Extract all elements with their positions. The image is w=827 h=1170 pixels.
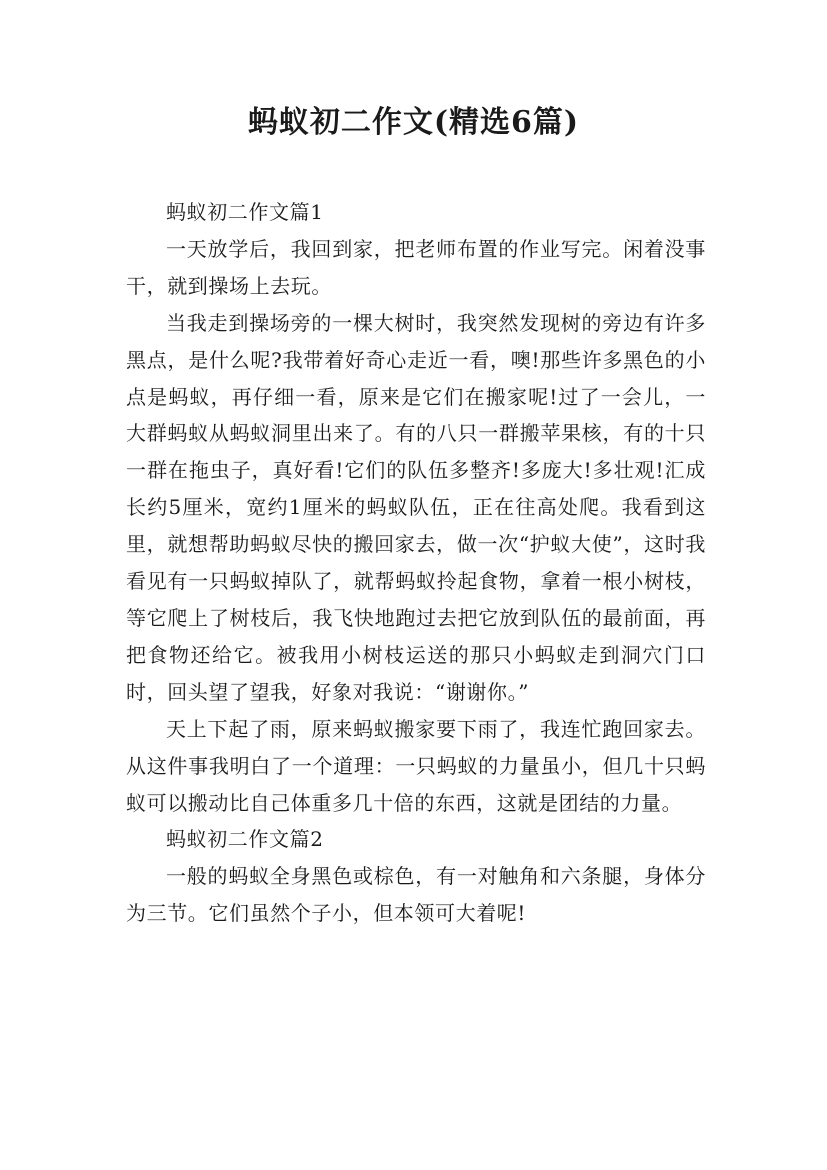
document-body: [126, 194, 706, 932]
paragraph: 一般的蚂蚁全身黑色或棕色，有一对触角和六条腿，身体分为三节。它们虽然个子小，但本领可大着呢!: [126, 864, 706, 926]
paragraph: 一天放学后，我回到家，把老师布置的作业写完。闲着没事干，就到操场上去玩。: [126, 236, 706, 298]
paragraph: 天上下起了雨，原来蚂蚁搬家要下雨了，我连忙跑回家去。从这件事我明白了一个道理：一只蚂蚁的力量虽小，但几十只蚂蚁可以搬动比自己体重多几十倍的东西，这就是团结的力量。: [126, 716, 706, 815]
paragraph: 当我走到操场旁的一棵大树时，我突然发现树的旁边有许多黑点，是什么呢?我带着好奇心走近一看，噢!那些许多黑色的小点是蚂蚁，再仔细一看，原来是它们在搬家呢!过了一会儿，一大群蚂蚁从蚂蚁洞里出来了。有的八只一群搬苹果核，有的十只一群在拖虫子，真好看!它们的队伍多整齐!多庞大!多壮观!汇成长约5厘米，宽约1厘米的蚂蚁队伍，正在往高处爬。我看到这里，就想帮助蚂蚁尽快的搬回家去，做一次“护蚁大使”，这时我看见有一只蚂蚁掉队了，就帮蚂蚁拎起食物，拿着一根小树枝，等它爬上了树枝后，我飞快地跑过去把它放到队伍的最前面，再把食物还给它。被我用小树枝运送的那只小蚂蚁走到洞穴门口时，回头望了望我，好象对我说：“谢谢你。”: [126, 310, 706, 704]
section-heading: 蚂蚁初二作文篇1: [166, 200, 324, 224]
document-title: 蚂蚁初二作文(精选6篇): [247, 105, 580, 140]
section-heading: 蚂蚁初二作文篇2: [166, 827, 324, 852]
